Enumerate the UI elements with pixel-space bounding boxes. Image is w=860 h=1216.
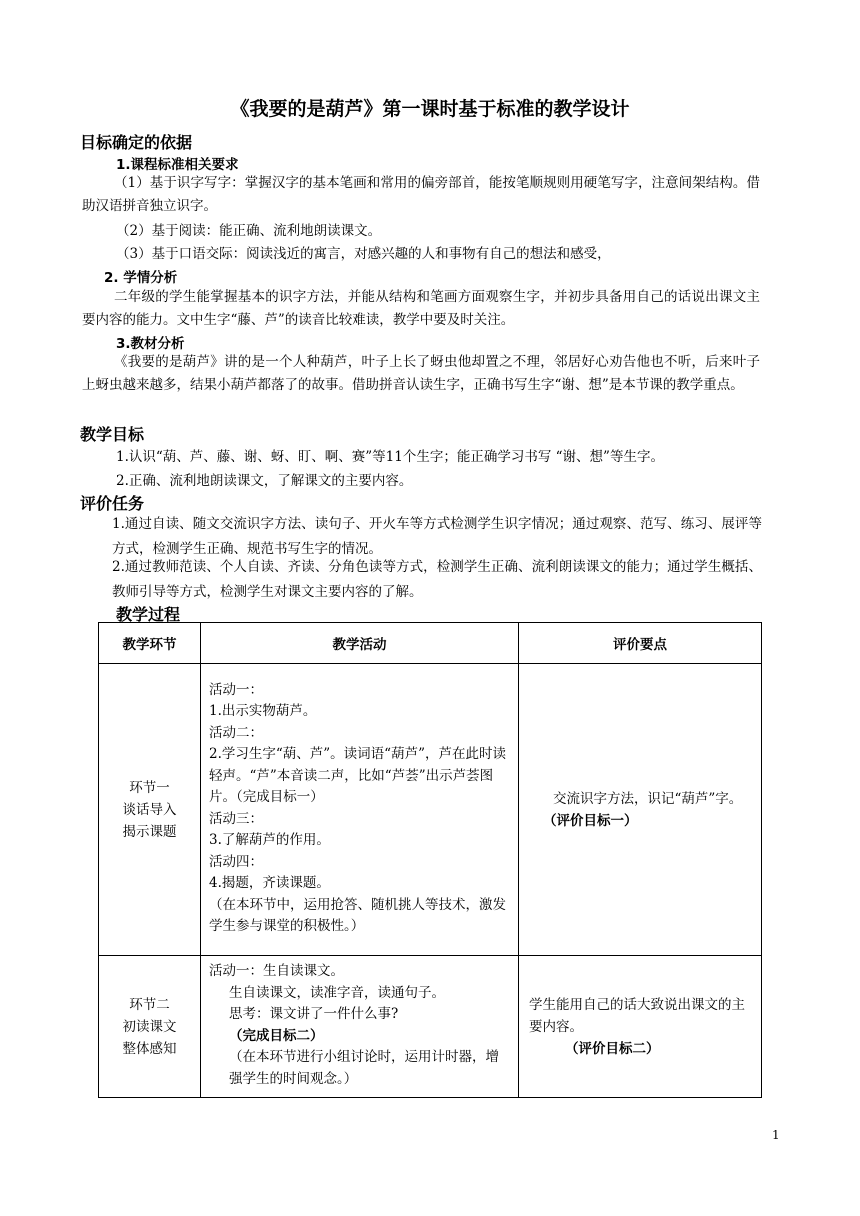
- activity-line: 2.学习生字“葫、芦”。读词语“葫芦”，芦在此时读轻声。“芦”本音读二声，比如“芦荟”出示芦荟图片。（完成目标一）: [209, 746, 506, 805]
- stage-label: 环节二: [129, 996, 170, 1013]
- stage-label: 整体感知: [122, 1040, 177, 1057]
- stage-label: 环节一: [129, 779, 170, 796]
- evaluation-heading: 评价任务: [80, 494, 145, 513]
- objective-1: 1.认识“葫、芦、藤、谢、蚜、盯、啊、赛”等11个生字；能正确学习书写 “谢、想”等生字。: [116, 449, 664, 465]
- activity-cell: [201, 956, 519, 1098]
- curriculum-heading: 1.课程标准相关要求: [116, 157, 239, 173]
- assessment-text: 学生能用自己的话大致说出课文的主要内容。: [529, 996, 745, 1035]
- stage-label: 谈话导入: [122, 801, 177, 818]
- curriculum-item-1: （1）基于识字写字：掌握汉字的基本笔画和常用的偏旁部首，能按笔顺规则用硬笔写字，注意间架结构。借助汉语拼音独立识字。: [82, 175, 760, 214]
- students-heading: 2. 学情分析: [104, 270, 178, 286]
- material-heading: 3.教材分析: [116, 336, 185, 352]
- activity-line: 思考：课文讲了一件什么事?: [229, 1006, 399, 1022]
- process-table: [98, 622, 762, 1098]
- page-number: 1: [772, 1128, 780, 1142]
- column-header-activity: 教学活动: [201, 623, 519, 664]
- assessment-cell: [519, 664, 762, 956]
- stage-label: 初读课文: [122, 1018, 177, 1035]
- stage-cell: [99, 664, 201, 956]
- basis-heading: 目标确定的依据: [80, 133, 193, 152]
- evaluation-item-2: 2.通过教师范读、个人自读、齐读、分角色读等方式，检测学生正确、流利朗读课文的能力；通过学生概括、教师引导等方式，检测学生对课文主要内容的了解。: [112, 559, 762, 600]
- activity-line: 活动二：: [209, 724, 263, 741]
- stage-label: 揭示课题: [122, 823, 177, 840]
- assessment-cell: [519, 956, 762, 1098]
- activity-cell: [201, 664, 519, 956]
- activity-line: 活动四：: [209, 853, 263, 870]
- activity-line: （在本环节中，运用抢答、随机挑人等技术，激发学生参与课堂的积极性。）: [209, 896, 506, 934]
- assessment-tag: （评价目标二）: [565, 1040, 660, 1057]
- process-heading: 教学过程: [116, 605, 181, 624]
- activity-line: 活动一：: [209, 681, 263, 698]
- curriculum-item-2: （2）基于阅读：能正确、流利地朗读课文。: [116, 223, 382, 239]
- stage-cell: [99, 956, 201, 1098]
- activity-line: 活动一：生自读课文。: [209, 963, 344, 979]
- students-text: 二年级的学生能掌握基本的识字方法，并能从结构和笔画方面观察生字，并初步具备用自己的话说出课文主要内容的能力。文中生字“藤、芦”的读音比较难读，教学中要及时关注。: [82, 289, 760, 328]
- activity-line: （在本环节进行小组讨论时，运用计时器，增强学生的时间观念。）: [229, 1049, 499, 1087]
- objectives-heading: 教学目标: [80, 425, 145, 444]
- table-header-row: [99, 623, 762, 664]
- column-header-stage: 教学环节: [99, 623, 201, 664]
- table-row: [99, 664, 762, 956]
- activity-line: 1.出示实物葫芦。: [209, 703, 317, 719]
- objective-2: 2.正确、流利地朗读课文，了解课文的主要内容。: [116, 473, 413, 489]
- assessment-text: 交流识字方法，识记“葫芦”字。: [553, 790, 743, 807]
- document-title: 《我要的是葫芦》第一课时基于标准的教学设计: [230, 98, 630, 120]
- curriculum-item-3: （3）基于口语交际：阅读浅近的寓言，对感兴趣的人和事物有自己的想法和感受，: [116, 246, 611, 262]
- evaluation-item-1: 1.通过自读、随文交流识字方法、读句子、开火车等方式检测学生识字情况；通过观察、范写、练习、展评等方式，检测学生正确、规范书写生字的情况。: [112, 516, 762, 557]
- table-row: [99, 956, 762, 1098]
- activity-line: 生自读课文，读准字音，读通句子。: [229, 984, 445, 1001]
- material-text: 《我要的是葫芦》讲的是一个人种葫芦，叶子上长了蚜虫他却置之不理，邻居好心劝告他也不听，后来叶子上蚜虫越来越多，结果小葫芦都落了的故事。借助拼音认读生字，正确书写生字“谢、想”是本节课的教学重点。: [82, 354, 760, 393]
- activity-line: 4.揭题，齐读课题。: [209, 875, 330, 891]
- activity-line: （完成目标二）: [229, 1027, 324, 1044]
- assessment-tag: （评价目标一）: [543, 812, 638, 829]
- activity-line: 活动三：: [209, 810, 263, 827]
- column-header-assessment: 评价要点: [519, 623, 762, 664]
- activity-line: 3.了解葫芦的作用。: [209, 832, 330, 848]
